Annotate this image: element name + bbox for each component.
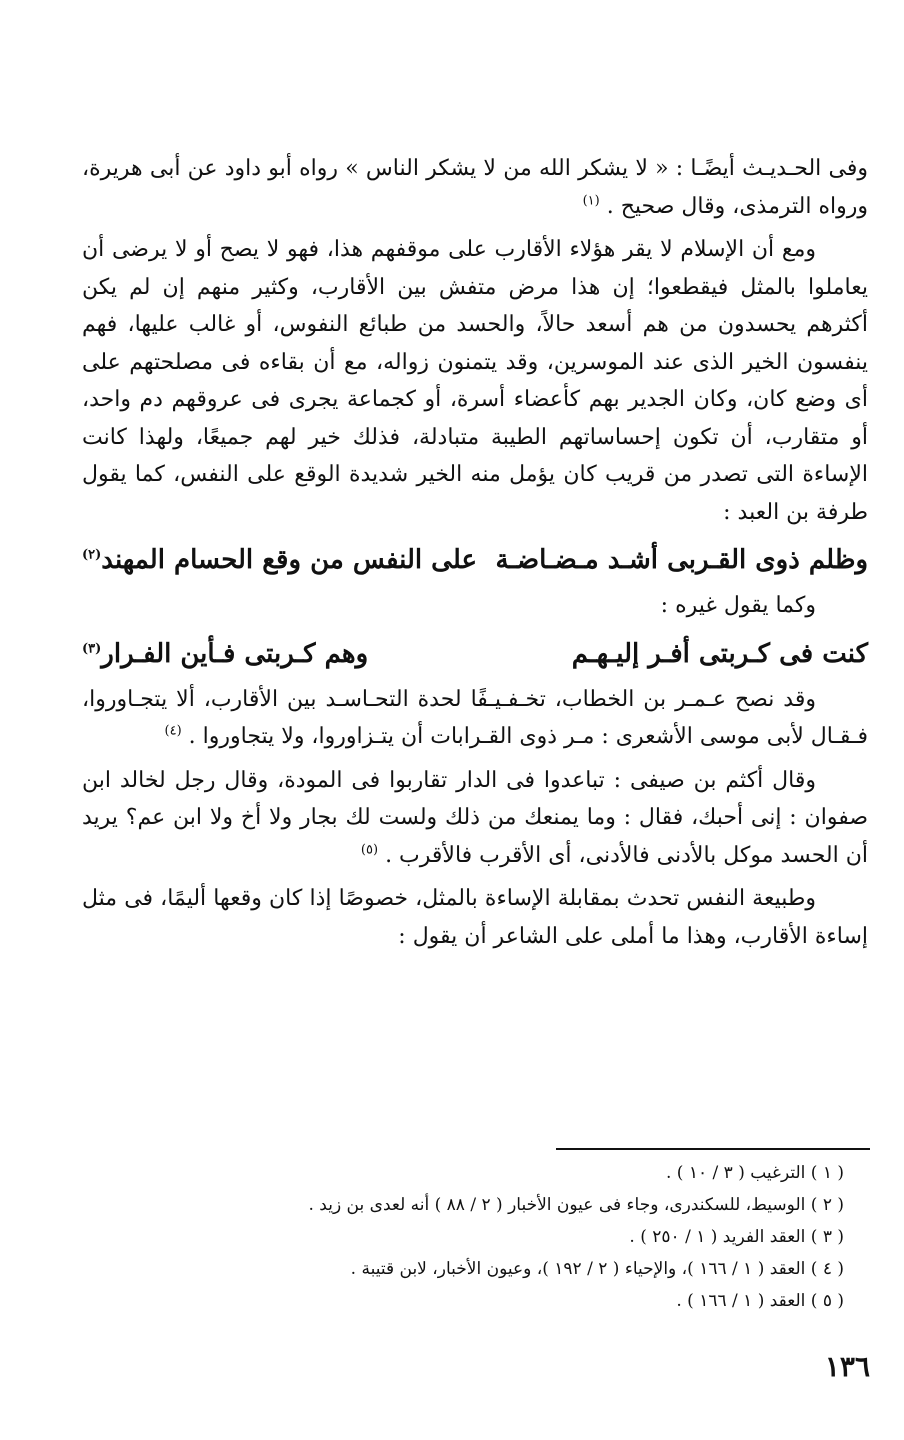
footnote-marker-5: (٥) — [360, 842, 379, 858]
verse-1-second-hemistich — [82, 537, 477, 583]
paragraph-5-text: وطبيعة النفس تحدث بمقابلة الإساءة بالمثل، خصوصًا إذا كان وقعها أليمًا، فى مثل إساءة الأقارب، وهذا ما أملى على الشاعر أن يقول : — [82, 886, 868, 949]
verse-intro: وكما يقول غيره : — [660, 593, 816, 618]
footnote-1: ( ١ ) الترغيب ( ٣ / ١٠ ) . — [666, 1163, 844, 1183]
footnote-2: ( ٢ ) الوسيط، للسكندرى، وجاء فى عيون الأخبار ( ٢ / ٨٨ ) أنه لعدى بن زيد . — [308, 1195, 844, 1215]
page-number: ١٣٦ — [824, 1350, 870, 1383]
footnote-3: ( ٣ ) العقد الفريد ( ١ / ٢٥٠ ) . — [629, 1227, 844, 1247]
paragraph-1 — [82, 150, 868, 225]
footnote-marker-2: (٢) — [82, 547, 102, 563]
verse-2-second-hemistich-text: وهم كـربتى فـأين الفـرار — [101, 638, 369, 669]
paragraph-5 — [82, 880, 868, 955]
paragraph-2 — [82, 231, 868, 531]
verse-1-second-hemistich-text: على النفس من وقع الحسام المهند — [101, 545, 477, 575]
verse-2-first-hemistich: كنت فى كـربتى أفـر إليـهـم — [571, 638, 868, 669]
paragraph-3-text: وقد نصح عـمـر بن الخطاب، تخـفـيـفًا لحدة التحـاسـد بين الأقارب، ألا يتجـاوروا، فـقـال لأبى موسى الأشعرى : مـر ذوى القـرابات أن يتـزاوروا، ولا يتجاوروا . — [82, 686, 868, 749]
verse-2-second-hemistich — [82, 631, 368, 677]
footnote-5: ( ٥ ) العقد ( ١ / ١٦٦ ) . — [676, 1291, 844, 1311]
footnote-marker-4: (٤) — [164, 723, 182, 739]
paragraph-3 — [82, 681, 868, 756]
body-text — [82, 150, 868, 961]
footnote-marker-3: (٣) — [82, 640, 102, 656]
paragraph-1-text: وفى الحـديـث أيضًـا : « لا يشكر الله من لا يشكر الناس » رواه أبو داود عن أبى هريرة، ورواه الترمذى، وقال صحيح . — [82, 156, 868, 219]
paragraph-4-text: وقال أكثم بن صيفى : تباعدوا فى الدار تقاربوا فى المودة، وقال رجل لخالد ابن صفوان : إنى أحبك، فقال : وما يمنعك من ذلك ولست لك بجار ولا أخ ولا ابن عم؟ يريد أن الحسد موكل بالأدنى فالأدنى، أى الأقرب فالأقرب . — [82, 767, 868, 868]
paragraph-2-text: ومع أن الإسلام لا يقر هؤلاء الأقارب على موقفهم هذا، فهو لا يصح أو لا يرضى أن يعاملوا بالمثل فيقطعوا؛ إن هذا مرض متفش بين الأقارب، وكثير منهم إن لم يكن أكثرهم يحسدون من هم أسعد حالاً، والحسد من طبائع النفوس، أو غالب عليها، فهم ينفسون الخير الذى عند الموسرين، وقد يتمنون زواله، مع أن بقاءه فى مصلحتهم على أى وضع كان، وكان الجدير بهم كأعضاء أسرة، أو كجماعة يجرى فى عروقهم دم واحد، أو متقارب، أن تكون إحساساتهم الطيبة متبادلة، فذلك خير لهم جميعًا، ولهذا كانت الإساءة التى تصدر من قريب كان يؤمل منه الخير شديدة الوقع على النفس، كما يقول طرفة بن العبد : — [82, 237, 868, 525]
verse-2 — [82, 631, 868, 677]
paragraph-4 — [82, 762, 868, 875]
footnote-marker-1: (١) — [582, 193, 600, 209]
verse-1 — [82, 537, 868, 583]
footnote-separator — [556, 1148, 870, 1150]
footnote-4: ( ٤ ) العقد ( ١ / ١٦٦ )، والإحياء ( ٢ / ١٩٢ )، وعيون الأخبار، لابن قتيبة . — [350, 1259, 844, 1279]
footnotes — [144, 1157, 844, 1317]
verse-1-first-hemistich: وظلم ذوى القـربى أشـد مـضـاضـة — [495, 545, 868, 575]
